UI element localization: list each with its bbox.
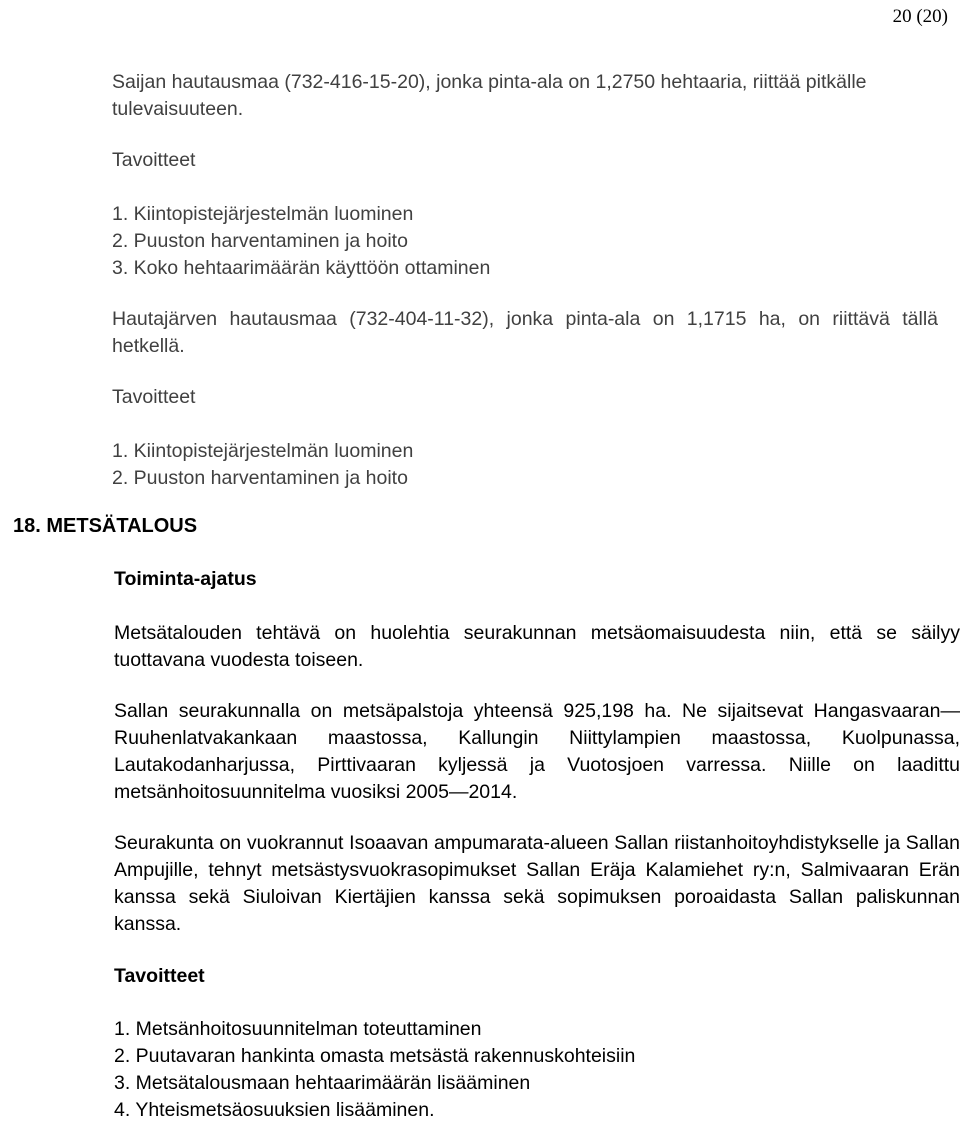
list-item: 2. Puuston harventaminen ja hoito <box>112 230 408 252</box>
chapter-heading: 18. METSÄTALOUS <box>13 515 198 537</box>
list-item: 1. Kiintopistejärjestelmän luominen <box>112 203 414 225</box>
goals-list <box>114 1016 960 1124</box>
page-number: 20 (20) <box>892 6 948 27</box>
paragraph-2: Sallan seurakunnalla on metsäpalstoja yhteensä 925,198 ha. Ne sijaitsevat Hangasvaaran—Ruuhenlatvakankaan maastossa, Kallungin Niittylampien maastossa, Kuolpunassa, Lautakodanharjussa, Pirttivaaran kyljessä ja Vuotosjoen varressa. Niille on laadittu metsänhoitosuunnitelma vuosiksi 2005—2014. <box>114 700 960 803</box>
saija-heading: Tavoitteet <box>112 149 196 171</box>
list-item: 1. Kiintopistejärjestelmän luominen <box>112 440 414 462</box>
list-item: 3. Koko hehtaarimäärän käyttöön ottaminen <box>112 257 491 279</box>
paragraph-1: Metsätalouden tehtävä on huolehtia seurakunnan metsäomaisuudesta niin, että se säilyy tuottavana vuodesta toiseen. <box>114 622 960 671</box>
list-item: 2. Puutavaran hankinta omasta metsästä rakennuskohteisiin <box>114 1045 636 1067</box>
hautajarvi-goals-list <box>112 438 958 492</box>
list-item: 4. Yhteismetsäosuuksien lisääminen. <box>114 1099 435 1121</box>
list-item: 2. Puuston harventaminen ja hoito <box>112 467 408 489</box>
section-heading-tavoitteet: Tavoitteet <box>114 965 205 987</box>
saija-paragraph: Saijan hautausmaa (732-416-15-20), jonka pinta-ala on 1,2750 hehtaaria, riittää pitkälle tulevaisuuteen. <box>112 71 867 120</box>
paragraph-3: Seurakunta on vuokrannut Isoaavan ampumarata-alueen Sallan riistanhoitoyhdistykselle ja Sallan Ampujille, tehnyt metsästysvuokrasopimukset Sallan Eräja Kalamiehet ry:n, Salmivaaran Erän kanssa sekä Siuloivan Kiertäjien kanssa sekä sopimuksen poroaidasta Sallan paliskunnan kanssa. <box>114 832 960 935</box>
list-item: 1. Metsänhoitosuunnitelman toteuttaminen <box>114 1018 482 1040</box>
section-heading-toiminta: Toiminta-ajatus <box>114 568 257 590</box>
hautajarvi-paragraph: Hautajärven hautausmaa (732-404-11-32), jonka pinta-ala on 1,1715 ha, on riittävä tällä hetkellä. <box>112 308 938 357</box>
list-item: 3. Metsätalousmaan hehtaarimäärän lisääminen <box>114 1072 531 1094</box>
hautajarvi-heading: Tavoitteet <box>112 386 196 408</box>
saija-goals-list <box>112 201 958 282</box>
